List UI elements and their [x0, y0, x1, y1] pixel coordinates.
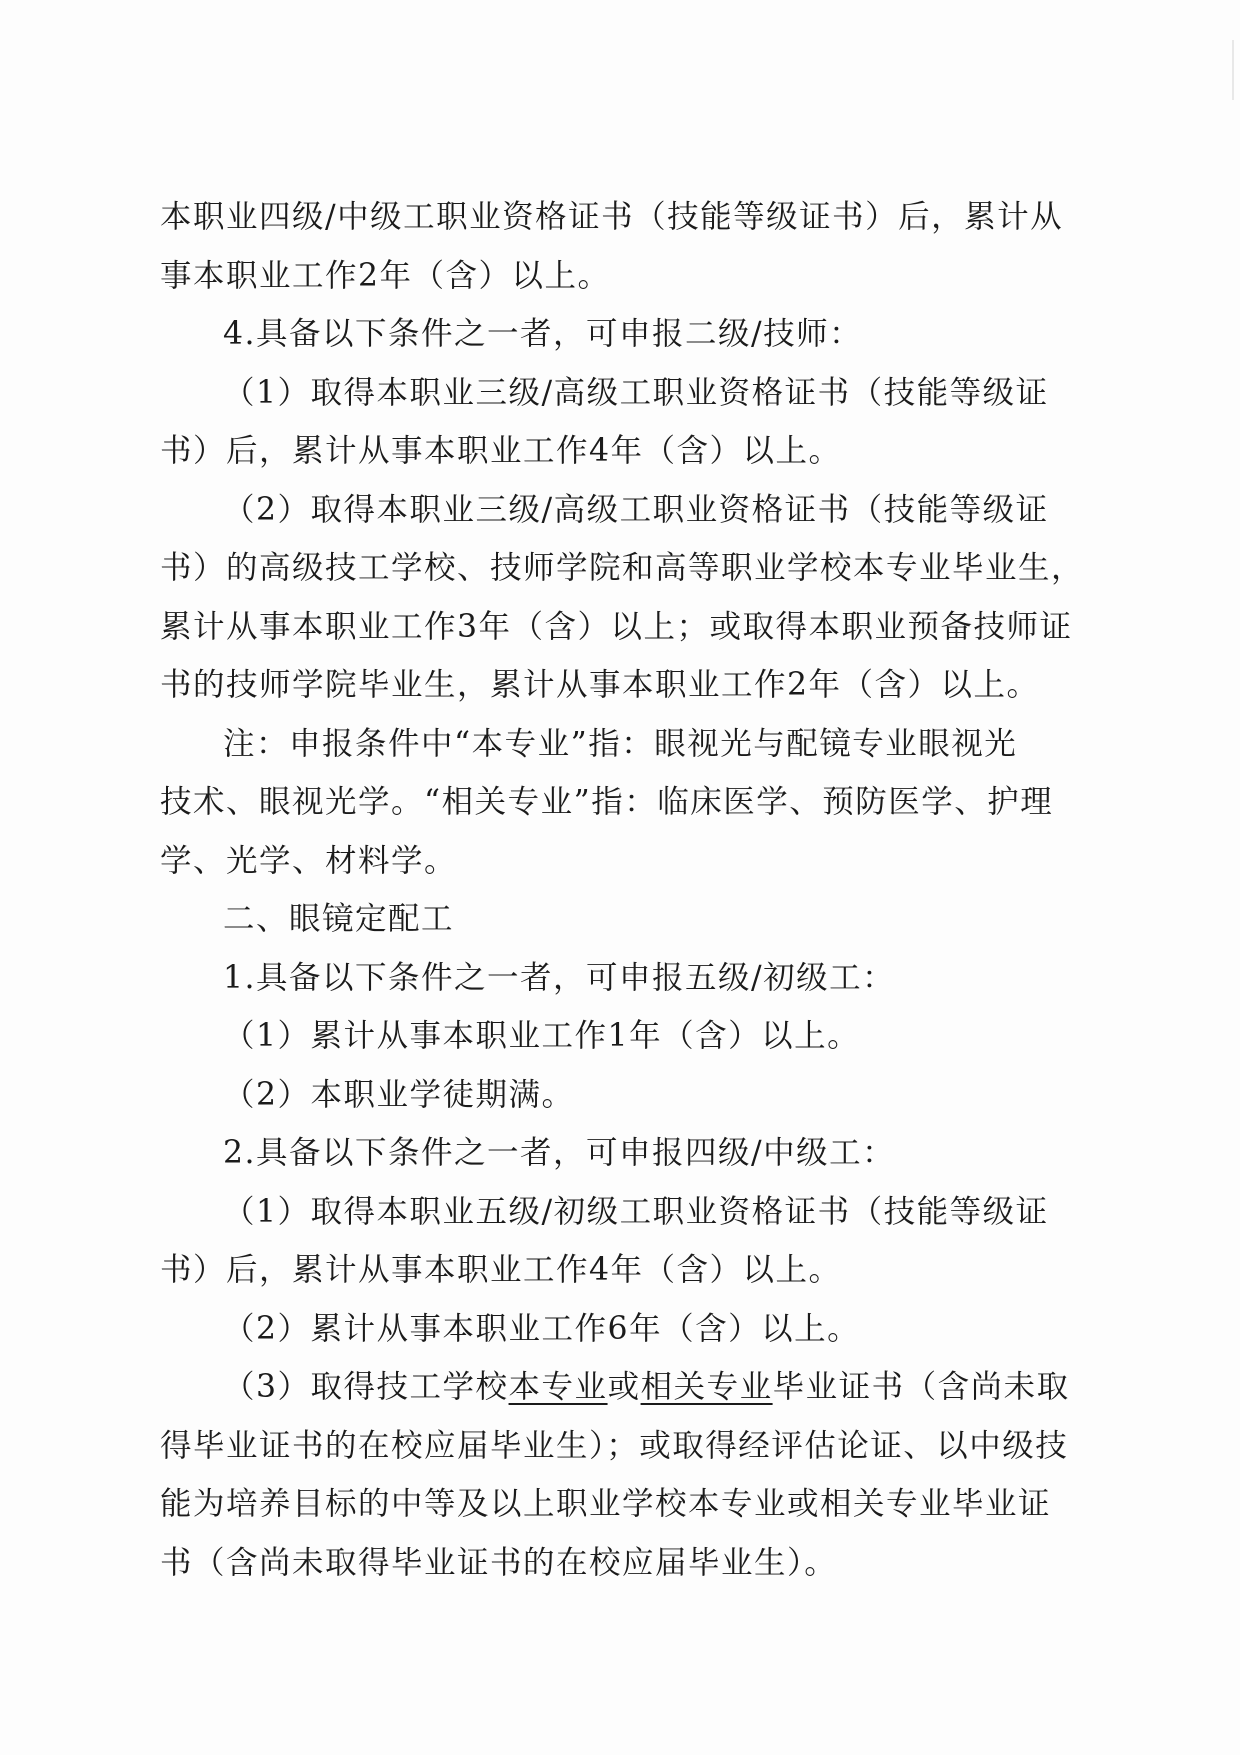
note-line: 学、光学、材料学。: [160, 842, 458, 879]
text-line: （2）本职业学徒期满。: [223, 1076, 575, 1113]
document-body: [160, 188, 1085, 1592]
text-line: 本职业四级/中级工职业资格证书（技能等级证书）后，累计从: [160, 199, 1064, 235]
text-line: 事本职业工作2年（含）以上。: [160, 257, 611, 294]
text-segment: 毕业证书（含尚未取: [772, 1369, 1070, 1405]
underlined-text: 相关专业: [640, 1369, 773, 1405]
text-line-with-underline: [160, 1358, 1070, 1417]
text-line: 书的技师学院毕业生，累计从事本职业工作2年（含）以上。: [160, 667, 1040, 703]
section-heading: 二、眼镜定配工: [223, 901, 455, 937]
text-line: （1）取得本职业五级/初级工职业资格证书（技能等级证: [223, 1193, 1049, 1230]
text-line: 1.具备以下条件之一者，可申报五级/初级工：: [223, 959, 896, 996]
underlined-text: 本专业: [508, 1369, 608, 1405]
text-line: 书）后，累计从事本职业工作4年（含）以上。: [160, 1252, 842, 1288]
text-line: 4.具备以下条件之一者，可申报二级/技师：: [223, 316, 863, 352]
note-line: 注：申报条件中“本专业”指：眼视光与配镜专业眼视光: [223, 725, 1018, 762]
text-line: 书）的高级技工学校、技师学院和高等职业学校本专业毕业生，: [160, 550, 1085, 586]
text-line: （1）取得本职业三级/高级工职业资格证书（技能等级证: [223, 374, 1049, 411]
text-line: （2）取得本职业三级/高级工职业资格证书（技能等级证: [223, 491, 1049, 528]
text-line: （1）累计从事本职业工作1年（含）以上。: [223, 1018, 861, 1054]
text-line: 书）后，累计从事本职业工作4年（含）以上。: [160, 433, 842, 469]
text-segment: （3）取得技工学校: [223, 1369, 509, 1405]
text-line: 能为培养目标的中等及以上职业学校本专业或相关专业毕业证: [160, 1486, 1052, 1522]
text-segment: 或: [607, 1369, 641, 1405]
note-line: 技术、眼视光学。“相关专业”指：临床医学、预防医学、护理: [160, 784, 1054, 820]
text-line: 累计从事本职业工作3年（含）以上；或取得本职业预备技师证: [160, 608, 1073, 645]
scan-artifact: [1232, 40, 1234, 100]
text-line: 书（含尚未取得毕业证书的在校应届毕业生）。: [160, 1544, 838, 1581]
text-line: 2.具备以下条件之一者，可申报四级/中级工：: [223, 1135, 896, 1171]
text-line: （2）累计从事本职业工作6年（含）以上。: [223, 1310, 861, 1347]
text-line: 得毕业证书的在校应届毕业生）；或取得经评估论证、以中级技: [160, 1427, 1069, 1464]
